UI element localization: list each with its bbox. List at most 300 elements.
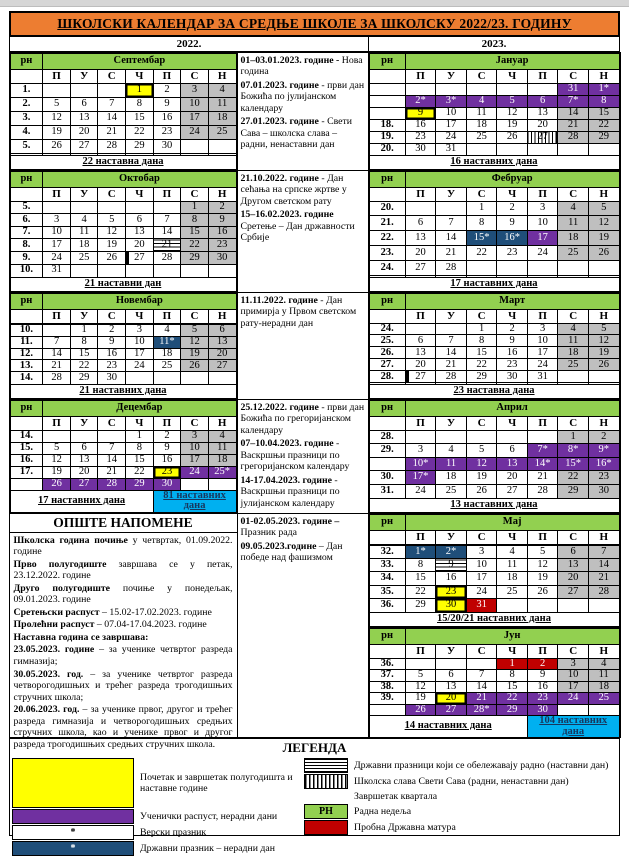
day-cell xyxy=(405,658,436,670)
day-cell: 15 xyxy=(497,681,528,693)
day-cell xyxy=(527,143,558,155)
legend-row xyxy=(12,841,304,856)
calendar-march xyxy=(368,292,621,400)
day-cell: 10 xyxy=(527,216,558,231)
day-cell xyxy=(527,430,558,444)
day-cell: 20 xyxy=(558,572,589,585)
day-cell: 3 xyxy=(181,83,209,97)
general-notes-title: ОПШТЕ НАПОМЕНЕ xyxy=(10,514,237,533)
day-cell: 28 xyxy=(588,585,619,598)
legend-right-column xyxy=(304,758,617,857)
week-number: 1. xyxy=(10,83,43,97)
year-left: 2022. xyxy=(10,37,369,51)
day-of-week-header: У xyxy=(70,416,98,430)
day-cell: 20 xyxy=(70,125,98,139)
day-cell: 9 xyxy=(497,216,528,231)
day-of-week-header: Ч xyxy=(497,530,528,544)
day-cell: 18 xyxy=(208,454,236,466)
day-cell: 7 xyxy=(153,214,181,227)
day-cell: 18 xyxy=(436,471,467,485)
day-cell: 28 xyxy=(98,140,126,154)
day-cell: 14 xyxy=(436,347,467,359)
day-of-week-header: П xyxy=(153,416,181,430)
day-cell: 13 xyxy=(70,111,98,125)
day-cell: 20 xyxy=(497,471,528,485)
week-number: 7. xyxy=(10,226,43,239)
day-cell xyxy=(497,599,528,612)
day-cell: 24 xyxy=(527,246,558,261)
day-cell xyxy=(208,372,236,384)
day-cell: 5 xyxy=(527,545,558,558)
day-of-week-header: П xyxy=(405,309,436,323)
month-name: Септембар xyxy=(43,53,236,69)
day-of-week-header: С xyxy=(98,69,126,83)
day-cell: 29 xyxy=(126,140,154,154)
day-cell: 2 xyxy=(208,201,236,214)
calendar-february xyxy=(368,170,621,293)
week-ordinal-header: рн xyxy=(10,293,43,309)
day-cell: 15* xyxy=(466,231,497,246)
legend-row xyxy=(12,809,304,824)
day-cell: 3 xyxy=(558,658,589,670)
day-cell: 4 xyxy=(208,83,236,97)
day-cell: 17 xyxy=(527,347,558,359)
calendar-october xyxy=(9,170,238,293)
note-paragraph: 15–16.02.2023. године Сретење – Дан државности Србије xyxy=(240,209,355,244)
month-name: Март xyxy=(405,293,619,309)
legend-swatch-red-icon xyxy=(304,820,348,835)
day-of-week-header: П xyxy=(43,69,71,83)
day-cell xyxy=(527,261,558,276)
day-cell: 2 xyxy=(153,83,181,97)
week-number: 19. xyxy=(369,131,405,143)
day-cell xyxy=(126,264,154,277)
day-cell: 15* xyxy=(558,457,589,471)
calendar-april xyxy=(368,399,621,514)
day-of-week-header: П xyxy=(405,187,436,201)
month-table-jun xyxy=(369,628,620,739)
day-of-week-header: С xyxy=(181,416,209,430)
week-number: 5. xyxy=(10,140,43,154)
day-cell: 29 xyxy=(70,372,98,384)
day-of-week-header: П xyxy=(153,309,181,323)
legend-swatch-purple-icon xyxy=(12,809,134,824)
day-cell xyxy=(588,371,619,383)
week-number: 25. xyxy=(369,335,405,347)
day-cell xyxy=(405,83,436,95)
rn-spacer xyxy=(10,69,43,83)
day-cell: 21 xyxy=(527,471,558,485)
note-paragraph: 11.11.2022. године - Дан примирја у Првом светском рату-нерадни дан xyxy=(240,294,357,329)
day-cell xyxy=(436,430,467,444)
day-cell xyxy=(153,264,181,277)
holiday-note-christmas-easter xyxy=(237,399,369,514)
day-cell xyxy=(181,478,209,490)
legend-row xyxy=(304,790,617,803)
day-cell: 14 xyxy=(436,231,467,246)
day-cell: 18 xyxy=(497,572,528,585)
day-cell: 1 xyxy=(558,430,589,444)
day-cell: 14 xyxy=(588,559,619,572)
day-cell: 30 xyxy=(527,704,558,716)
day-cell: 6 xyxy=(558,545,589,558)
holiday-note-january xyxy=(237,52,369,171)
day-cell: 4 xyxy=(497,545,528,558)
day-cell: 24 xyxy=(436,131,467,143)
day-cell: 14 xyxy=(98,454,126,466)
day-cell xyxy=(153,372,181,384)
day-cell: 29 xyxy=(466,371,497,383)
year-right: 2023. xyxy=(481,38,507,50)
day-cell: 10 xyxy=(43,226,71,239)
general-note-paragraph: Прво полугодиште завршава се у петак, 23.12.2022. године xyxy=(13,558,233,582)
week-number: 30. xyxy=(369,471,405,485)
day-cell: 5 xyxy=(43,97,71,111)
day-of-week-header: У xyxy=(70,309,98,323)
teaching-days-count: 21 наставни дан xyxy=(10,277,236,291)
holiday-note-may xyxy=(237,513,369,738)
day-cell: 9 xyxy=(153,442,181,454)
week-ordinal-header: рн xyxy=(369,514,405,530)
day-cell: 12 xyxy=(466,457,497,471)
day-cell: 12 xyxy=(181,336,209,348)
week-number: 9. xyxy=(10,252,43,265)
day-cell: 1* xyxy=(588,83,619,95)
day-cell: 4 xyxy=(436,444,467,458)
general-note-paragraph: Пролећни распуст – 07.04-17.04.2023. године xyxy=(13,619,207,631)
day-cell: 26 xyxy=(405,704,436,716)
day-cell: 30 xyxy=(588,484,619,498)
day-cell: 17 xyxy=(558,681,589,693)
day-cell: 1 xyxy=(497,658,528,670)
note-paragraph: 21.10.2022. године - Дан сећања на српске жртве у Другом светском рату xyxy=(240,172,347,207)
day-cell: 20 xyxy=(70,466,98,478)
day-cell xyxy=(466,658,497,670)
day-cell: 29 xyxy=(558,484,589,498)
day-cell: 3 xyxy=(466,545,497,558)
week-number xyxy=(10,478,43,490)
day-cell: 12 xyxy=(588,335,619,347)
week-number: 21. xyxy=(369,216,405,231)
day-cell: 22 xyxy=(497,693,528,705)
day-cell: 13 xyxy=(208,336,236,348)
day-cell: 6 xyxy=(70,442,98,454)
day-cell: 5 xyxy=(98,214,126,227)
day-of-week-header: П xyxy=(153,69,181,83)
day-cell: 8 xyxy=(466,216,497,231)
day-cell: 27 xyxy=(497,484,528,498)
day-cell: 1* xyxy=(405,545,436,558)
day-cell: 22 xyxy=(466,359,497,371)
day-cell: 12 xyxy=(527,559,558,572)
day-cell: 18 xyxy=(558,347,589,359)
day-cell: 9 xyxy=(436,559,467,572)
week-number: 27. xyxy=(369,359,405,371)
day-cell: 14 xyxy=(466,681,497,693)
week-number: 14. xyxy=(10,430,43,442)
day-of-week-header: Ч xyxy=(126,416,154,430)
legend-label: Верски празник xyxy=(140,826,207,838)
day-cell: 15 xyxy=(126,454,154,466)
day-cell: 22 xyxy=(558,471,589,485)
day-cell: 18 xyxy=(466,119,497,131)
day-cell: 26 xyxy=(588,246,619,261)
month-name: Април xyxy=(405,400,619,416)
day-cell: 23 xyxy=(588,471,619,485)
day-cell: 9 xyxy=(208,214,236,227)
day-cell: 26 xyxy=(181,360,209,372)
day-of-week-header: П xyxy=(527,187,558,201)
day-cell: 2 xyxy=(497,323,528,335)
day-of-week-header: П xyxy=(527,530,558,544)
teaching-days-count: 21 наставних дана xyxy=(10,384,236,398)
day-cell: 25 xyxy=(436,484,467,498)
day-cell: 1 xyxy=(181,201,209,214)
day-cell: 27 xyxy=(405,371,436,383)
day-cell: 21 xyxy=(43,360,71,372)
day-cell: 28 xyxy=(43,372,71,384)
day-cell xyxy=(588,599,619,612)
day-cell: 11 xyxy=(588,670,619,682)
day-cell: 13 xyxy=(126,226,154,239)
day-cell: 7 xyxy=(436,335,467,347)
day-of-week-header: Ч xyxy=(497,309,528,323)
day-cell: 27 xyxy=(405,261,436,276)
day-of-week-header: С xyxy=(558,644,589,658)
day-cell: 20 xyxy=(126,239,154,252)
month-table-jan xyxy=(369,53,620,170)
rn-spacer xyxy=(369,309,405,323)
rn-spacer xyxy=(369,644,405,658)
day-of-week-header: У xyxy=(436,309,467,323)
day-cell: 8 xyxy=(588,95,619,107)
day-cell: 31 xyxy=(527,371,558,383)
day-of-week-header: С xyxy=(466,416,497,430)
day-cell xyxy=(405,201,436,216)
month-table-nov xyxy=(10,293,237,399)
day-cell: 16 xyxy=(153,111,181,125)
day-cell: 2 xyxy=(153,430,181,442)
day-cell xyxy=(208,264,236,277)
day-cell: 21 xyxy=(436,246,467,261)
day-cell: 4 xyxy=(558,201,589,216)
semester-total-days: 104 наставних дана xyxy=(527,716,619,738)
day-cell xyxy=(181,372,209,384)
rn-spacer xyxy=(369,530,405,544)
day-cell: 7 xyxy=(466,670,497,682)
day-cell: 12 xyxy=(43,454,71,466)
day-of-week-header: С xyxy=(98,187,126,201)
day-cell: 27 xyxy=(558,585,589,598)
day-of-week-header: П xyxy=(527,69,558,83)
day-cell: 11 xyxy=(70,226,98,239)
legend-row xyxy=(304,820,617,835)
day-cell xyxy=(527,83,558,95)
note-paragraph: 07–10.04.2023. године - Васкршњи празници по грегоријанском календару xyxy=(240,438,350,473)
day-cell: 3 xyxy=(527,323,558,335)
day-cell: 17 xyxy=(43,239,71,252)
month-name: Децембар xyxy=(43,400,236,416)
day-cell: 3 xyxy=(43,214,71,227)
day-cell: 3 xyxy=(405,444,436,458)
day-cell: 19 xyxy=(181,348,209,360)
day-cell xyxy=(588,261,619,276)
calendar-november xyxy=(9,292,238,400)
day-cell: 3 xyxy=(527,201,558,216)
day-cell: 15 xyxy=(181,226,209,239)
week-number: 8. xyxy=(10,239,43,252)
day-of-week-header: С xyxy=(558,309,589,323)
legend-swatch-darkblue-icon: * xyxy=(12,841,134,856)
note-paragraph: 27.01.2023. године - Свети Сава – школска слава – радни, ненаставни дан xyxy=(240,116,353,151)
day-cell: 14 xyxy=(558,107,589,119)
day-of-week-header: Н xyxy=(588,644,619,658)
day-cell: 6 xyxy=(405,216,436,231)
day-cell: 21 xyxy=(436,359,467,371)
day-cell: 17 xyxy=(436,119,467,131)
day-cell xyxy=(405,430,436,444)
day-cell: 10 xyxy=(527,335,558,347)
day-cell: 10 xyxy=(436,107,467,119)
day-cell: 19 xyxy=(43,466,71,478)
day-cell xyxy=(70,83,98,97)
general-note-paragraph: Школска година почиње у четвртак, 01.09.2022. године xyxy=(13,534,233,558)
legend-label: Државни празници који се обележавају радно (наставни дан) xyxy=(354,759,609,771)
week-ordinal-header: рн xyxy=(10,53,43,69)
calendar-may xyxy=(368,513,621,628)
day-cell: 24 xyxy=(466,585,497,598)
week-number: 28. xyxy=(369,371,405,383)
day-cell: 29 xyxy=(126,478,154,490)
day-of-week-header: Ч xyxy=(497,644,528,658)
teaching-days-count: 13 наставних дана xyxy=(369,498,619,512)
day-cell: 4 xyxy=(208,430,236,442)
day-cell: 9* xyxy=(588,444,619,458)
week-number: 20. xyxy=(369,143,405,155)
legend-row xyxy=(304,774,617,789)
day-cell: 4 xyxy=(153,324,181,336)
week-number: 26. xyxy=(369,347,405,359)
day-of-week-header: У xyxy=(436,416,467,430)
calendar-june xyxy=(368,627,621,738)
day-cell: 7* xyxy=(558,95,589,107)
rn-spacer xyxy=(369,187,405,201)
note-paragraph: 01-02.05.2023. године – Празник рада xyxy=(240,515,340,539)
week-number: 24. xyxy=(369,261,405,276)
month-table-mar xyxy=(369,293,620,399)
day-cell: 7 xyxy=(98,97,126,111)
year-header-row xyxy=(9,37,620,52)
day-cell: 24 xyxy=(527,359,558,371)
day-cell: 4 xyxy=(588,658,619,670)
day-cell: 28 xyxy=(98,478,126,490)
day-of-week-header: Ч xyxy=(126,69,154,83)
week-ordinal-header: рн xyxy=(369,171,405,187)
day-cell: 20 xyxy=(527,119,558,131)
day-cell: 11 xyxy=(208,442,236,454)
legend-swatch-star-icon: * xyxy=(12,825,134,840)
legend-title: ЛЕГЕНДА xyxy=(282,740,347,755)
day-cell: 6 xyxy=(126,214,154,227)
day-cell: 2 xyxy=(98,324,126,336)
day-cell: 13 xyxy=(405,231,436,246)
week-ordinal-header: рн xyxy=(369,400,405,416)
week-number: 2. xyxy=(10,97,43,111)
week-number: 15. xyxy=(10,442,43,454)
day-cell: 16 xyxy=(497,347,528,359)
day-cell: 15 xyxy=(70,348,98,360)
day-of-week-header: У xyxy=(436,69,467,83)
day-cell: 22 xyxy=(126,466,154,478)
day-cell: 13 xyxy=(405,347,436,359)
day-cell: 11 xyxy=(558,216,589,231)
general-note-paragraph: 20.06.2023. год. – за ученике првог, другог и трећег разреда гимназија и четворогодишњих средњих стручних школа, као и ученике првог и другог разреда трогодишњих средњих стручних школа. xyxy=(13,704,233,750)
day-cell xyxy=(98,201,126,214)
day-cell: 16* xyxy=(497,231,528,246)
week-number: 33. xyxy=(369,559,405,572)
day-cell: 26 xyxy=(527,585,558,598)
day-cell: 1 xyxy=(466,323,497,335)
day-cell: 30 xyxy=(436,599,467,612)
month-name: Фебруар xyxy=(405,171,619,187)
day-of-week-header: С xyxy=(558,416,589,430)
week-number: 17. xyxy=(10,466,43,478)
day-of-week-header: Н xyxy=(208,309,236,323)
day-cell: 10 xyxy=(466,559,497,572)
holiday-note-october-february xyxy=(237,170,369,293)
week-number xyxy=(369,107,405,119)
legend-row xyxy=(304,804,617,819)
day-of-week-header: П xyxy=(405,416,436,430)
day-cell: 24 xyxy=(405,484,436,498)
week-number: 22. xyxy=(369,231,405,246)
day-cell: 16 xyxy=(405,119,436,131)
day-cell: 20 xyxy=(208,348,236,360)
day-cell: 1 xyxy=(466,201,497,216)
rn-spacer xyxy=(10,309,43,323)
day-cell: 2 xyxy=(527,658,558,670)
day-cell: 1 xyxy=(70,324,98,336)
day-of-week-header: П xyxy=(527,416,558,430)
week-number: 5. xyxy=(10,201,43,214)
day-cell: 11 xyxy=(436,457,467,471)
day-cell: 8 xyxy=(497,670,528,682)
day-cell: 2* xyxy=(405,95,436,107)
day-cell: 17 xyxy=(126,348,154,360)
day-cell xyxy=(436,323,467,335)
day-of-week-header: С xyxy=(98,309,126,323)
day-cell: 8 xyxy=(126,97,154,111)
day-of-week-header: У xyxy=(436,187,467,201)
day-of-week-header: Ч xyxy=(126,187,154,201)
day-cell: 5 xyxy=(497,95,528,107)
day-cell: 4 xyxy=(558,323,589,335)
day-cell xyxy=(98,264,126,277)
month-table-oct xyxy=(10,171,237,292)
day-cell: 7 xyxy=(436,216,467,231)
general-note-paragraph: Наставна година се завршава: xyxy=(13,631,149,643)
day-cell: 11 xyxy=(497,559,528,572)
day-cell xyxy=(497,261,528,276)
day-cell xyxy=(436,658,467,670)
day-of-week-header: П xyxy=(405,644,436,658)
general-note-paragraph: 23.05.2023. године – за ученике четвртог разреда гимназија; xyxy=(13,644,233,667)
week-number: 37. xyxy=(369,670,405,682)
teaching-days-count: 14 наставних дана xyxy=(369,716,527,738)
day-cell: 23 xyxy=(208,239,236,252)
day-cell: 10 xyxy=(558,670,589,682)
rn-spacer xyxy=(369,416,405,430)
